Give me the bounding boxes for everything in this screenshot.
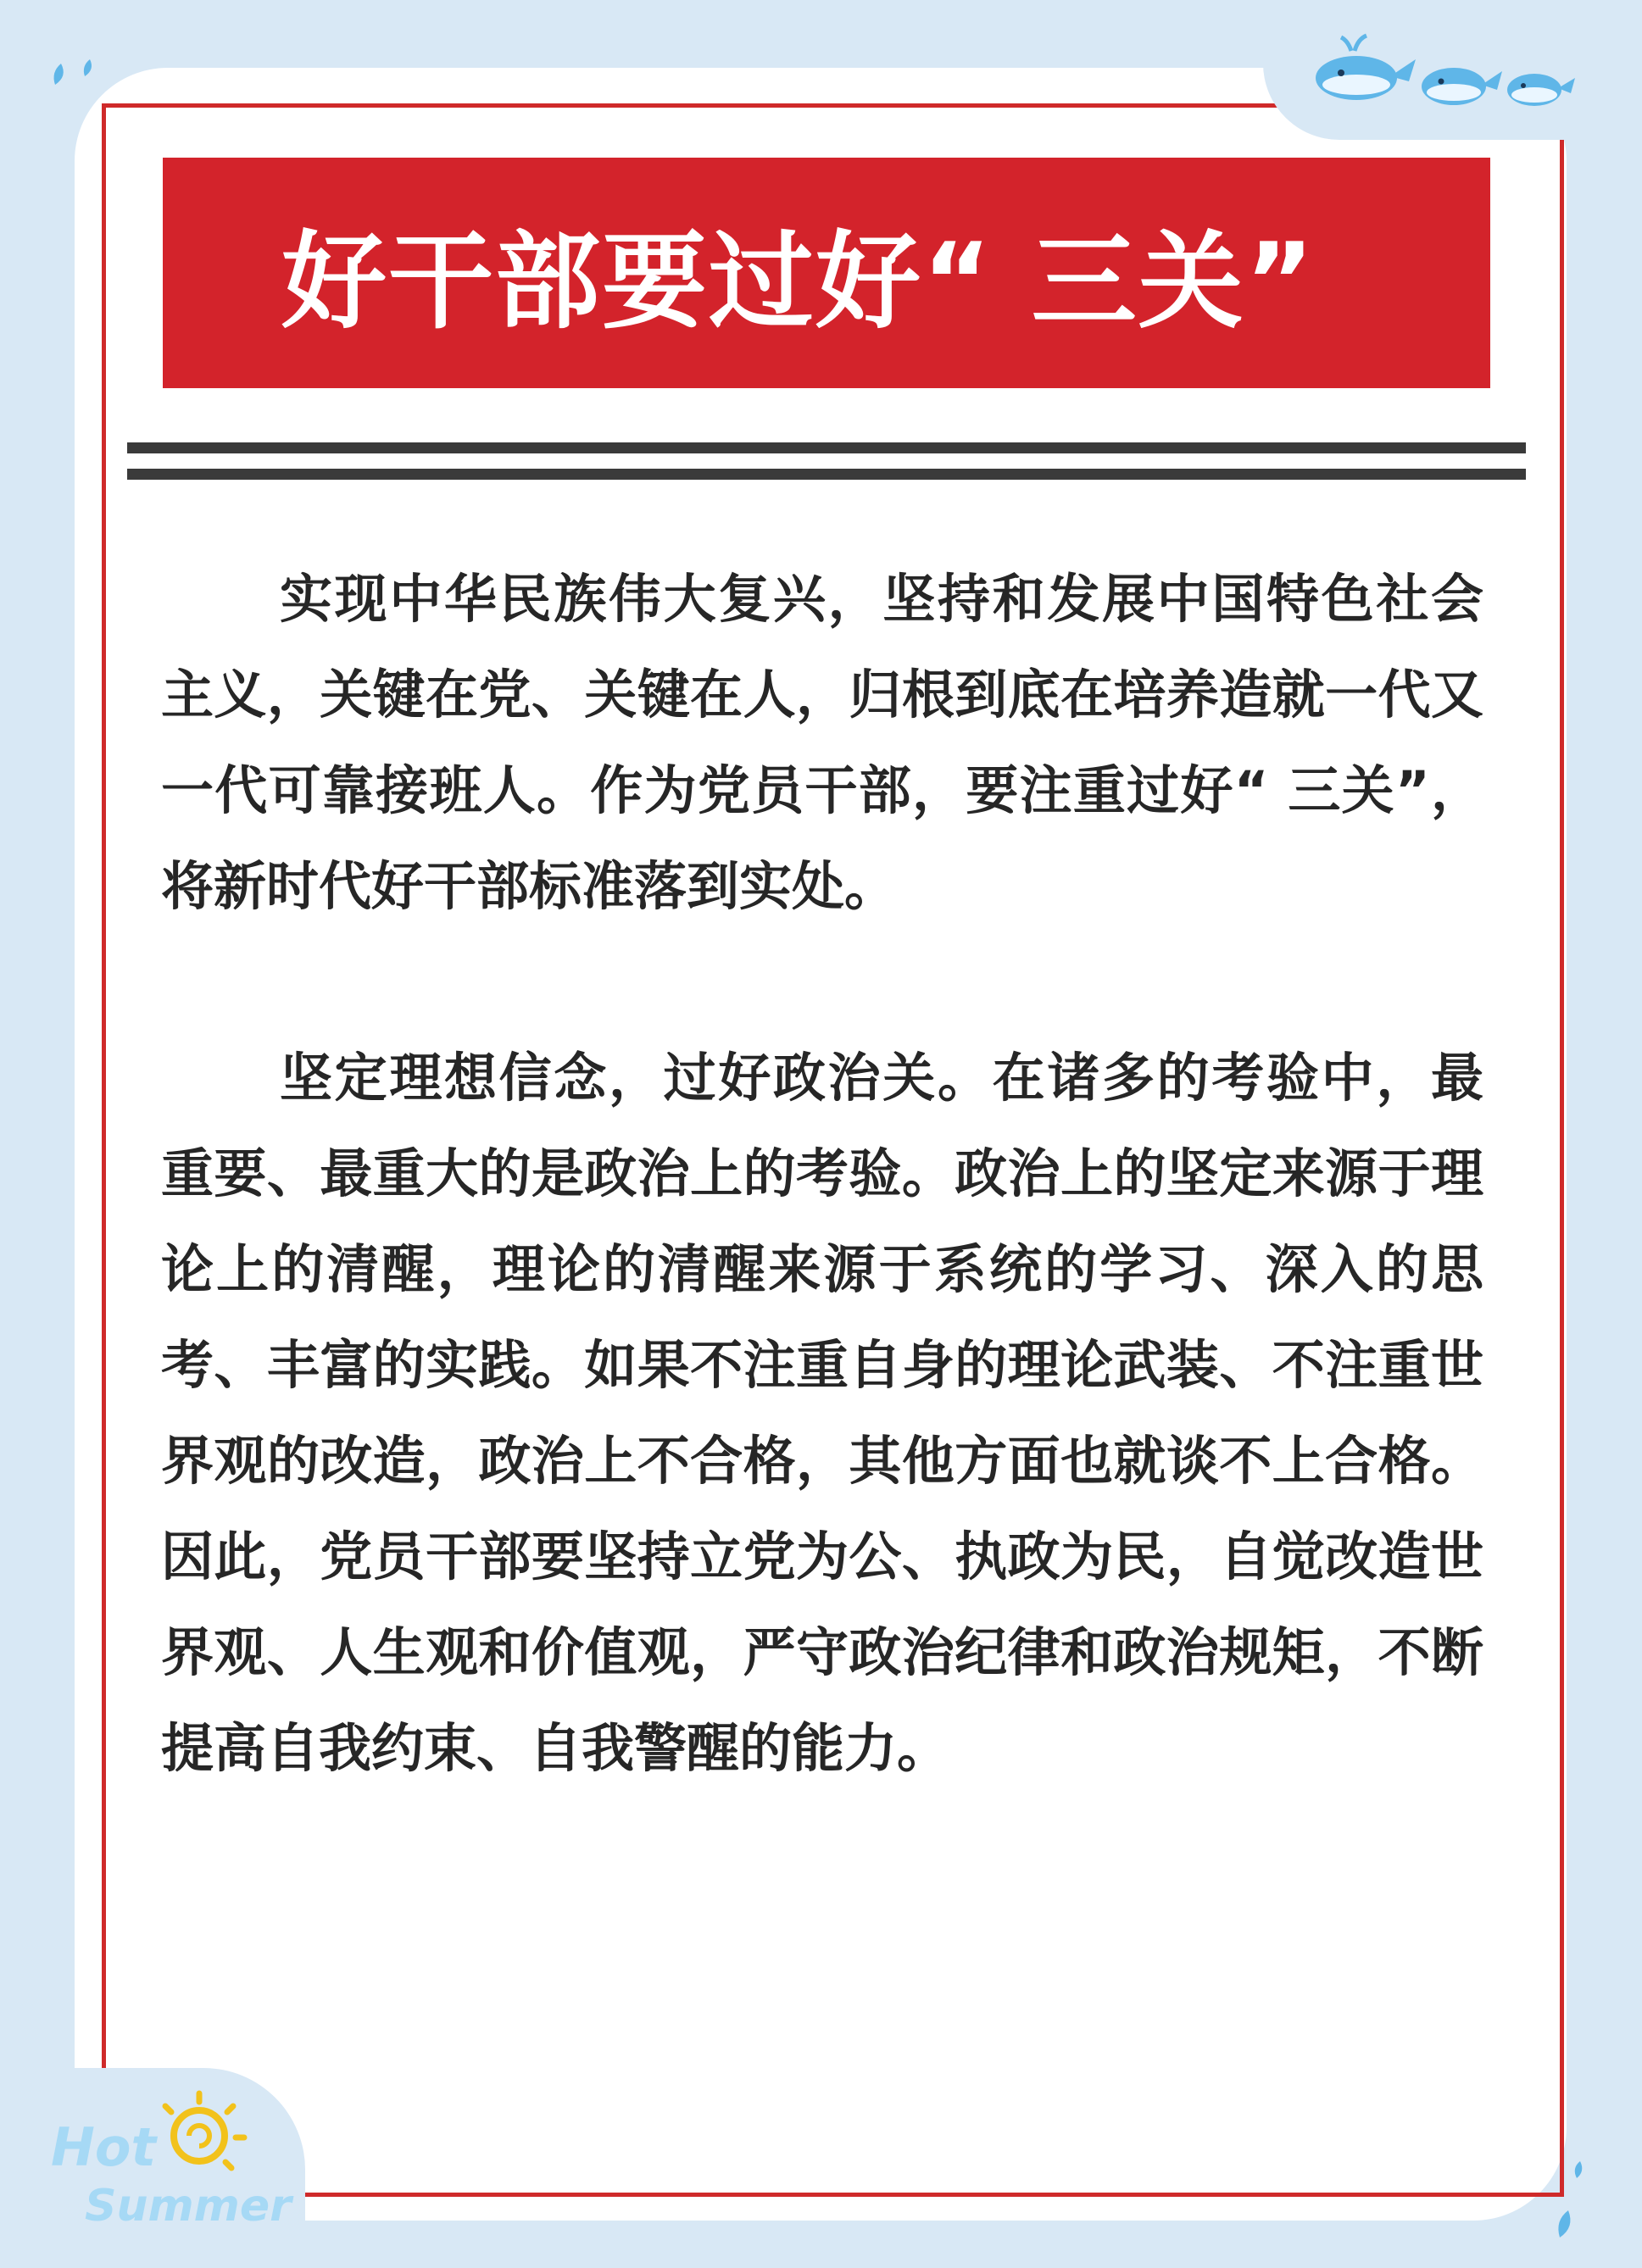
paragraph: 坚定理想信念，过好政治关。在诸多的考验中，最重要、最重大的是政治上的考验。政治上的坚定来源于理论上的清醒，理论的清醒来源于系统的学习、深入的思考、丰富的实践。如果不注重自身的理论武装、不注重世界观的改造，政治上不合格，其他方面也就谈不上合格。因此，党员干部要坚持立党为公、执政为民，自觉改造世界观、人生观和价值观，严守政治纪律和政治规矩，不断提高自我约束、自我警醒的能力。 (161, 1047, 1483, 1779)
droplet-icon (42, 51, 110, 102)
paragraph: 实现中华民族伟大复兴，坚持和发展中国特色社会主义，关键在党、关键在人，归根到底在培养造就一代又一代可靠接班人。作为党员干部，要注重过好“ 三关”，将新时代好干部标准落到实处。 (161, 568, 1483, 917)
hot-summer-sticker (25, 2068, 305, 2263)
sun-icon (25, 2068, 305, 2263)
divider-line (127, 469, 1526, 480)
article-body (161, 551, 1483, 1796)
whale-icon (1422, 68, 1502, 105)
whale-icon (1507, 74, 1575, 106)
page-title: 好干部要过好“ 三关” (281, 221, 1316, 343)
sticker-line1: Hot (51, 2116, 157, 2178)
divider-line (127, 442, 1526, 453)
sticker-line2: Summer (85, 2181, 292, 2232)
droplet-icon (1543, 2161, 1611, 2254)
whale-icons (1305, 25, 1577, 119)
whale-icon (1316, 36, 1416, 100)
title-banner (163, 158, 1490, 388)
